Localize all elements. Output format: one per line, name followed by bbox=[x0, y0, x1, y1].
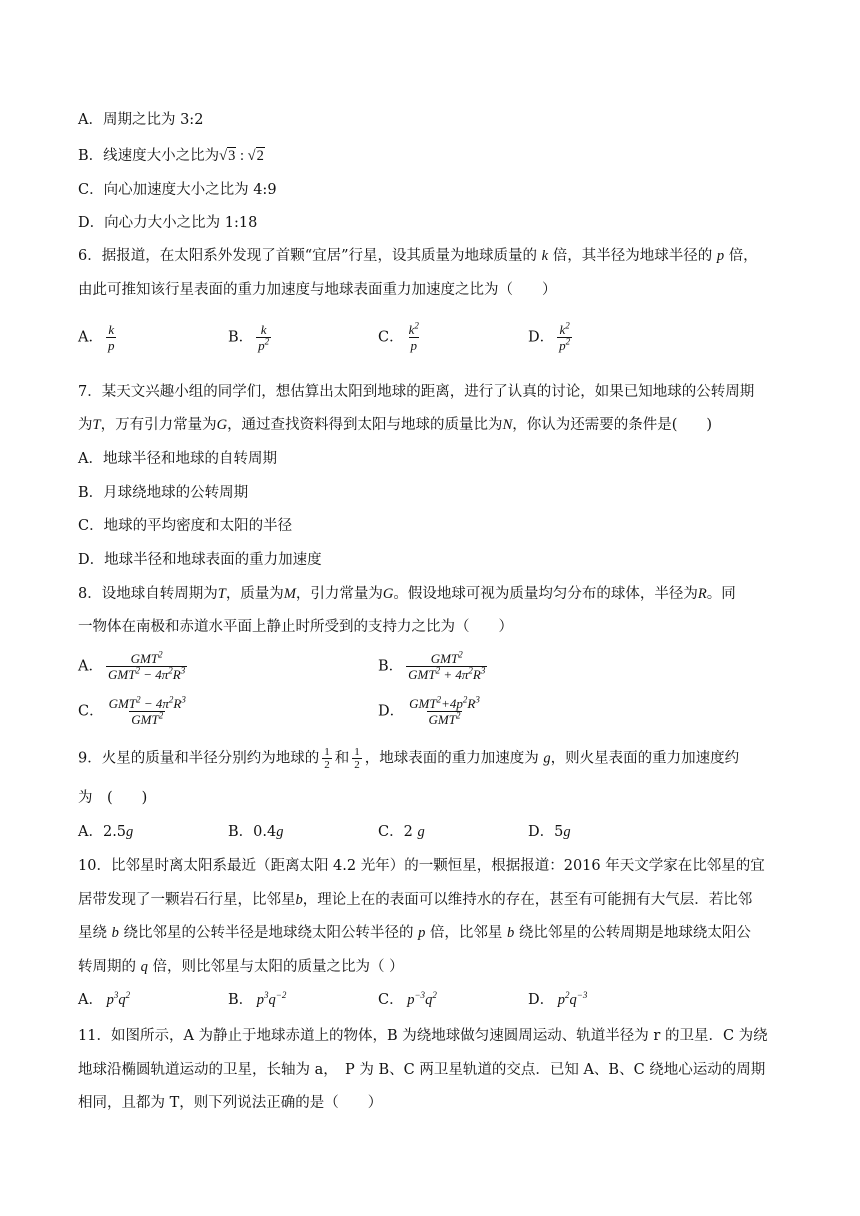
q8-option-c: C． $\frac{GMT^2 - 4\pi^2R^3}{GMT^2}$ bbox=[78, 694, 186, 727]
q11-stem-line1: 11．如图所示，A 为静止于地球赤道上的物体，B 为绕地球做匀速圆周运动、轨道半径为 r 的卫星．C 为绕 bbox=[78, 1028, 768, 1044]
q6-stem-line1: 6．据报道，在太阳系外发现了首颗“宜居”行星，设其质量为地球质量的 k 倍，其半径为地球半径的 p 倍， bbox=[78, 248, 758, 264]
q9-option-d: D．5g bbox=[528, 824, 571, 840]
q5-option-c: C．向心加速度大小之比为 4:9 bbox=[78, 182, 277, 198]
q8-option-b: B． $\frac{GMT^2}{GMT^2 + 4\pi^2R^3}$ bbox=[378, 649, 486, 682]
q7-option-c: C．地球的平均密度和太阳的半径 bbox=[78, 518, 293, 534]
q6-option-d: D． $\frac{k^2}{p^2}$ bbox=[528, 320, 571, 353]
q7-stem-line1: 7．某天文兴趣小组的同学们，想估算出太阳到地球的距离，进行了认真的讨论，如果已知地球的公转周期 bbox=[78, 384, 755, 400]
q7-stem-line2: 为T，万有引力常量为G，通过查找资料得到太阳与地球的质量比为N，你认为还需要的条件是( ) bbox=[78, 417, 713, 433]
q9-option-b: B．0.4g bbox=[228, 824, 284, 840]
q6-option-c: C． $\frac{k^2}{p}$ bbox=[378, 320, 419, 353]
q9-stem-line2: 为 ( ) bbox=[78, 790, 148, 806]
q8-stem-line2: 一物体在南极和赤道水平面上静止时所受到的支持力之比为（ ） bbox=[78, 619, 513, 635]
q8-option-a: A． $\frac{GMT^2}{GMT^2 - 4\pi^2R^3}$ bbox=[78, 649, 186, 682]
q7-option-a: A．地球半径和地球的自转周期 bbox=[78, 451, 277, 467]
q9-option-a: A．2.5g bbox=[78, 824, 134, 840]
q10-stem-line3: 星绕 b 绕比邻星的公转半径是地球绕太阳公转半径的 p 倍，比邻星 b 绕比邻星的公转周期是地球绕太阳公 bbox=[78, 925, 751, 941]
q7-option-d: D．地球半径和地球表面的重力加速度 bbox=[78, 552, 322, 568]
q11-stem-line2: 地球沿椭圆轨道运动的卫星，长轴为 a， P 为 B、C 两卫星轨道的交点．已知 A、B、C 绕地心运动的周期 bbox=[78, 1062, 766, 1078]
q10-stem-line1: 10．比邻星时离太阳系最近（距离太阳 4.2 光年）的一颗恒星，根据报道：2016 年天文学家在比邻星的宜 bbox=[78, 858, 765, 874]
q8-option-d: D． $\frac{GMT^2+4p^2R^3}{GMT^2}$ bbox=[378, 694, 480, 727]
q5-option-b: B．线速度大小之比为√3 : √2 bbox=[78, 148, 264, 164]
q6-option-a: A． $\frac{k}{p}$ bbox=[78, 322, 115, 353]
q10-option-d: D． $p^2q^{-3}$ bbox=[528, 990, 588, 1008]
q10-option-a: A． $p^3q^2$ bbox=[78, 990, 131, 1008]
q5-option-d: D．向心力大小之比为 1:18 bbox=[78, 215, 258, 231]
q6-stem-line2: 由此可推知该行星表面的重力加速度与地球表面重力加速度之比为（ ） bbox=[78, 282, 557, 298]
q11-stem-line3: 相同，且都为 T，则下列说法正确的是（ ） bbox=[78, 1095, 383, 1111]
q9-option-c: C．2 g bbox=[378, 824, 425, 840]
q10-option-b: B． $p^3q^{-2}$ bbox=[228, 990, 287, 1008]
q5-option-a: A．周期之比为 3:2 bbox=[78, 112, 204, 128]
q10-stem-line4: 转周期的 q 倍，则比邻星与太阳的质量之比为（ ） bbox=[78, 959, 404, 975]
q6-option-b: B． $\frac{k}{p^2}$ bbox=[228, 322, 270, 353]
q10-stem-line2: 居带发现了一颗岩石行星，比邻星b，理论上在的表面可以维持水的存在，甚至有可能拥有大气层．若比邻 bbox=[78, 892, 753, 908]
sqrt-expression: √3 : √2 bbox=[219, 148, 264, 164]
q7-option-b: B．月球绕地球的公转周期 bbox=[78, 485, 249, 501]
q9-stem-line1: 9．火星的质量和半径分别约为地球的 $\frac{1}{2}$ 和 $\frac{1}{2}$ ，地球表面的重力加速度为 g，则火星表面的重力加速度约 bbox=[78, 746, 740, 771]
q10-option-c: C． $p^{-3}q^2$ bbox=[378, 990, 437, 1008]
q8-stem-line1: 8．设地球自转周期为T，质量为M，引力常量为G。假设地球可视为质量均匀分布的球体，半径为R。同 bbox=[78, 586, 736, 602]
